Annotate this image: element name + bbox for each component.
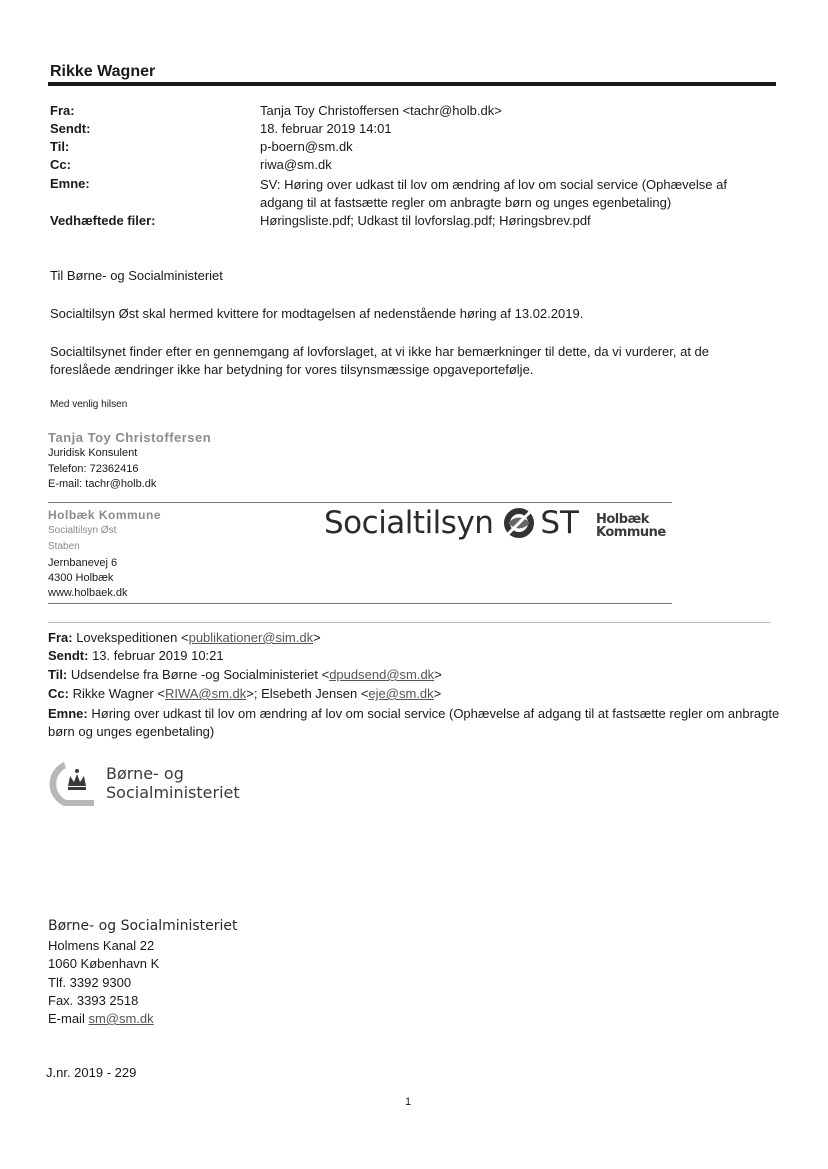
page-title: Rikke Wagner <box>50 63 156 80</box>
sent-label: Sendt: <box>50 121 91 136</box>
signature-web-link[interactable]: www.holbaek.dk <box>48 587 128 599</box>
from-label: Fra: <box>50 103 75 118</box>
regards: Med venlig hilsen <box>50 399 128 410</box>
signature-rule-top <box>48 502 672 503</box>
ministry-name: Børne- og Socialministeriet <box>48 918 238 934</box>
signature-org: Holbæk Kommune <box>48 508 162 522</box>
ministry-logo <box>46 756 266 812</box>
ost-o-mark-icon <box>502 506 536 540</box>
ministry-street: Holmens Kanal 22 <box>48 938 155 953</box>
from-value: Tanja Toy Christoffersen <tachr@holb.dk> <box>260 103 502 118</box>
cc-label: Cc: <box>50 157 71 172</box>
ministry-email-label: E-mail <box>48 1011 89 1026</box>
fwd-cc-line <box>48 685 441 703</box>
subject-label: Emne: <box>50 176 90 191</box>
fwd-from-end: > <box>313 630 321 645</box>
fwd-sent-label: Sendt: <box>48 648 89 663</box>
fwd-to-label: Til: <box>48 667 68 682</box>
holbaek-logo-line2: Kommune <box>596 525 666 540</box>
fwd-cc-text2: >; Elsebeth Jensen < <box>246 686 369 701</box>
ministry-logo-line1: Børne- og <box>106 764 184 783</box>
fwd-cc-label: Cc: <box>48 686 69 701</box>
signature-rule-bottom <box>48 603 672 604</box>
ministry-email-link[interactable]: sm@sm.dk <box>88 1011 154 1026</box>
ministry-logo-line2: Socialministeriet <box>106 783 240 802</box>
fwd-to-line <box>48 666 442 684</box>
crown-emblem-icon <box>46 756 102 812</box>
fwd-cc-link1[interactable]: RIWA@sm.dk <box>164 686 247 701</box>
holbaek-logo-line1: Holbæk <box>596 512 649 527</box>
signature-street: Jernbanevej 6 <box>48 557 118 569</box>
fwd-from-line <box>48 629 321 647</box>
fwd-to-text: Udsendelse fra Børne -og Socialministeriet < <box>70 667 330 682</box>
cc-value: riwa@sm.dk <box>260 157 332 172</box>
fwd-sent-value: 13. februar 2019 10:21 <box>92 648 224 663</box>
socialtilsyn-logo <box>324 505 579 549</box>
to-label: Til: <box>50 139 70 154</box>
ministry-email-line <box>48 1010 154 1028</box>
fwd-subject-line <box>48 705 788 741</box>
paragraph-1: Socialtilsyn Øst skal hermed kvittere for modtagelsen af nedenstående høring af 13.02.2019. <box>50 306 584 321</box>
journal-number: J.nr. 2019 - 229 <box>46 1065 137 1080</box>
ministry-fax: Fax. 3393 2518 <box>48 993 139 1008</box>
socialtilsyn-logo-text: Socialtilsyn <box>324 505 494 541</box>
page-number: 1 <box>405 1096 412 1108</box>
forward-separator <box>48 622 770 623</box>
attachments-label: Vedhæftede filer: <box>50 213 156 228</box>
attachments-value: Høringsliste.pdf; Udkast til lovforslag.pdf; Høringsbrev.pdf <box>260 213 591 228</box>
subject-value: SV: Høring over udkast til lov om ændring af lov om social service (Ophævelse af adgang til at fastsætte regler om anbragte børn og unges egenbetaling) <box>260 177 727 210</box>
signature-name: Tanja Toy Christoffersen <box>48 430 212 445</box>
ministry-city: 1060 København K <box>48 956 160 971</box>
fwd-cc-end: > <box>433 686 442 701</box>
fwd-to-link[interactable]: dpudsend@sm.dk <box>329 667 435 682</box>
fwd-from-label: Fra: <box>48 630 73 645</box>
signature-dept: Socialtilsyn Øst <box>48 525 117 536</box>
paragraph-2: Socialtilsynet finder efter en gennemgang af lovforslaget, at vi ikke har bemærkninger til dette, da vi vurderer, at de foreslåede ændringer ikke har betydning for vores tilsynsmæssige opgaveportefølje. <box>50 344 710 377</box>
signature-city: 4300 Holbæk <box>48 572 114 584</box>
fwd-subject-label: Emne: <box>48 706 88 721</box>
fwd-subject-value: Høring over udkast til lov om ændring af lov om social service (Ophævelse af adgang til at fastsætte regler om anbragte børn og unges egenbetaling) <box>48 706 780 739</box>
to-value: p-boern@sm.dk <box>260 139 353 154</box>
signature-title: Juridisk Konsulent <box>48 447 138 459</box>
fwd-to-end: > <box>434 667 442 682</box>
signature-phone: Telefon: 72362416 <box>48 463 139 475</box>
greeting: Til Børne- og Socialministeriet <box>50 268 223 283</box>
fwd-sent-line <box>48 647 224 665</box>
fwd-cc-link2[interactable]: eje@sm.dk <box>368 686 434 701</box>
fwd-from-text: Lovekspeditionen < <box>76 630 189 645</box>
signature-email: E-mail: tachr@holb.dk <box>48 478 157 490</box>
sent-value: 18. februar 2019 14:01 <box>260 121 392 136</box>
header-rule <box>48 82 776 86</box>
ministry-phone: Tlf. 3392 9300 <box>48 975 132 990</box>
holbaek-kommune-logo <box>596 513 666 539</box>
fwd-cc-text1: Rikke Wagner < <box>72 686 165 701</box>
fwd-from-link[interactable]: publikationer@sim.dk <box>188 630 314 645</box>
socialtilsyn-logo-st: ST <box>540 505 579 541</box>
signature-unit: Staben <box>48 541 80 552</box>
